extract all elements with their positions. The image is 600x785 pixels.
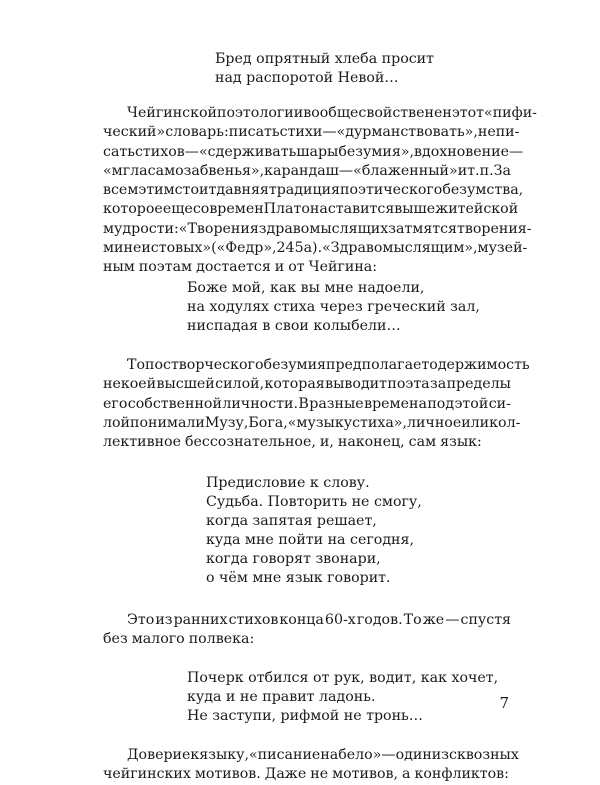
verse-line: куда и не правит ладонь. bbox=[187, 689, 376, 705]
verse-line: когда говорят звонари, bbox=[206, 551, 381, 567]
paragraph bbox=[103, 104, 537, 278]
paragraph-line: ным поэтам достается и от Чейгина: bbox=[103, 259, 378, 276]
paragraph-line: лективное бессознательное, и, наконец, сам язык: bbox=[103, 434, 482, 451]
verse-block bbox=[215, 50, 434, 88]
paragraph-line: его собственной личности. В разные времена под этой си- bbox=[103, 395, 511, 412]
paragraph-line: Топос творческого безумия предполагает одержимость bbox=[127, 357, 530, 373]
verse-line: на ходулях стиха через греческий зал, bbox=[187, 299, 480, 315]
verse-line: когда запятая решает, bbox=[206, 513, 377, 529]
paragraph-line: чейгинских мотивов. Даже не мотивов, а конфликтов: bbox=[103, 766, 509, 783]
verse-block bbox=[187, 669, 498, 726]
paragraph-line: «мгла самозабвенья», карандаш — «блаженный» и т. п. За bbox=[103, 162, 511, 179]
verse-line: о чём мне язык говорит. bbox=[206, 570, 391, 586]
verse-line: куда мне пойти на сегодня, bbox=[206, 532, 414, 548]
verse-line: Не заступи, рифмой не тронь… bbox=[187, 708, 423, 724]
verse-line: Предисловие к слову. bbox=[206, 475, 370, 491]
verse-line: Судьба. Повторить не смогу, bbox=[206, 494, 422, 510]
paragraph-line: лой понимали Музу, Бога, «музыку стиха», личное или кол- bbox=[103, 414, 521, 431]
paragraph bbox=[103, 746, 519, 785]
paragraph bbox=[103, 611, 511, 650]
verse-line: Почерк отбился от рук, водит, как хочет, bbox=[187, 670, 499, 686]
paragraph-line: всем этим стоит давняя традиция поэтического безумства, bbox=[103, 182, 524, 199]
paragraph bbox=[103, 356, 530, 452]
paragraph-line: Доверие к языку, «писание набело» — один из сквозных bbox=[127, 747, 519, 763]
paragraph-line: ми неистовых» («Федр», 245а). «Здравомыслящим», музей- bbox=[103, 240, 528, 257]
verse-block bbox=[206, 474, 422, 588]
verse-block bbox=[187, 279, 480, 336]
paragraph-line: Это из ранних стихов конца 60-х годов. То же — спустя bbox=[127, 612, 511, 628]
paragraph-line: Чейгинской поэтологии вообще свойственен этот «пифи- bbox=[127, 105, 537, 121]
paragraph-line: мудрости: «Творения здравомыслящих затмятся творения- bbox=[103, 220, 532, 237]
paragraph-line: сать стихов — «сдерживать шары безумия», вдохновение — bbox=[103, 143, 524, 160]
verse-line: Бред опрятный хлеба просит bbox=[215, 51, 434, 67]
paragraph-line: ческий» словарь: писать стихи — «дурманствовать», не пи- bbox=[103, 124, 520, 141]
paragraph-line: некоей высшей силой, которая выводит поэта за пределы bbox=[103, 376, 511, 393]
verse-line: ниспадая в свои колыбели… bbox=[187, 318, 401, 334]
paragraph-line: без малого полвека: bbox=[103, 631, 255, 648]
page-number: 7 bbox=[499, 694, 509, 712]
verse-line: над распоротой Невой… bbox=[215, 70, 399, 86]
paragraph-line: которое еще со времен Платона ставится выше житейской bbox=[103, 201, 519, 218]
verse-line: Боже мой, как вы мне надоели, bbox=[187, 280, 425, 296]
